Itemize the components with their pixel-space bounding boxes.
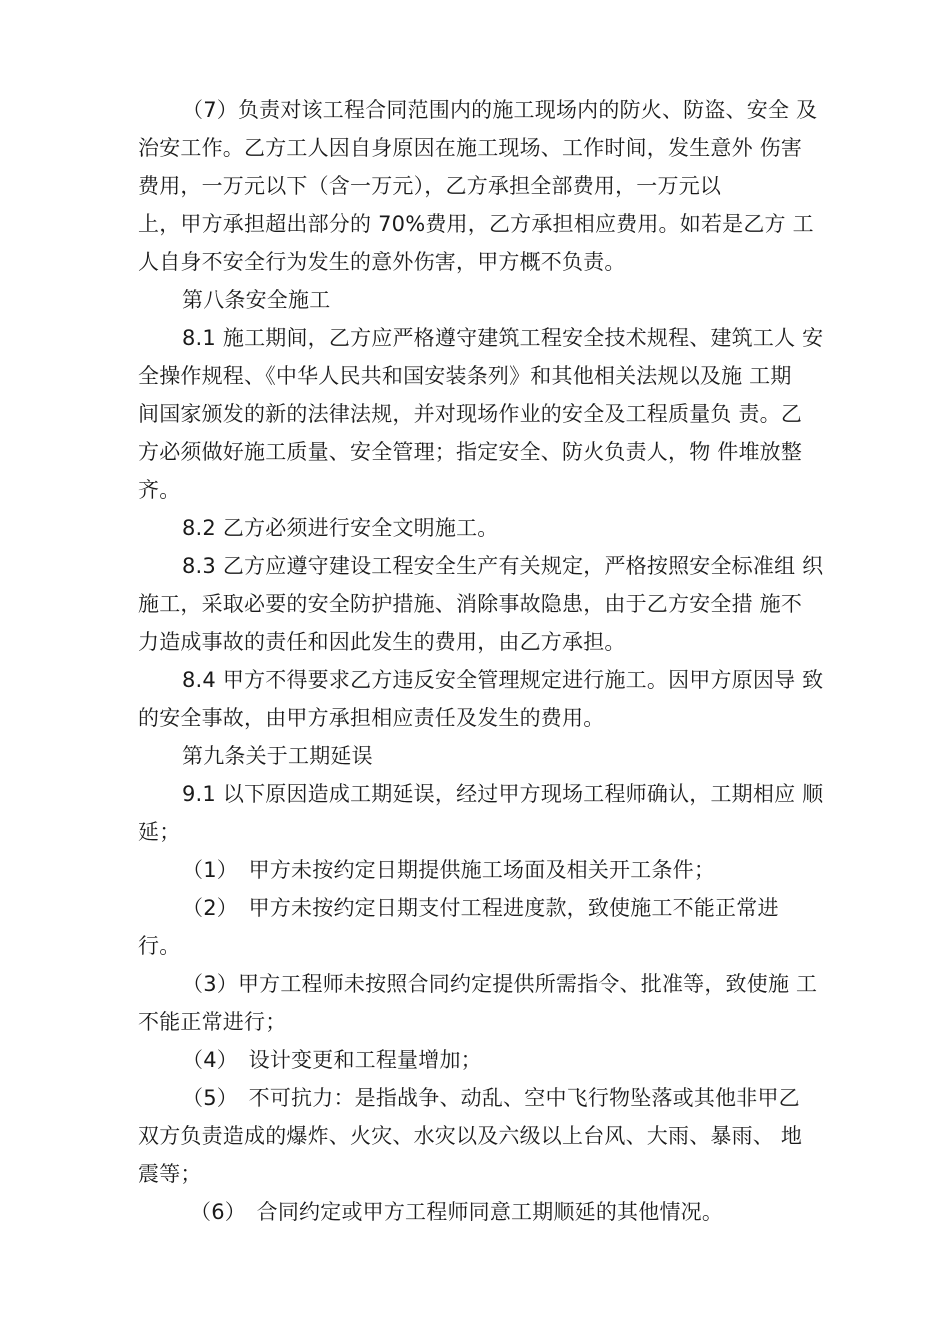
item-2-line-1: （2） 甲方未按约定日期支付工程进度款，致使施工不能正常进 (182, 896, 779, 920)
section-9-heading: 第九条关于工期延误 (182, 744, 373, 768)
paragraph-7-line-3: 费用，一万元以下（含一万元），乙方承担全部费用，一万元以 (138, 174, 722, 198)
clause-8-1-line-4: 方必须做好施工质量、安全管理；指定安全、防火负责人，物 件堆放整 (138, 440, 803, 464)
clause-8-3-line-3: 力造成事故的责任和因此发生的费用，由乙方承担。 (138, 630, 626, 654)
item-5-line-2: 双方负责造成的爆炸、火灾、水灾以及六级以上台风、大雨、暴雨、 地 (138, 1124, 803, 1148)
item-6: （6） 合同约定或甲方工程师同意工期顺延的其他情况。 (190, 1200, 724, 1224)
clause-8-1-line-1: 8.1 施工期间，乙方应严格遵守建筑工程安全技术规程、建筑工人 安 (182, 326, 824, 350)
item-3-line-2: 不能正常进行； (138, 1010, 287, 1034)
clause-8-2: 8.2 乙方必须进行安全文明施工。 (182, 516, 499, 540)
item-5-line-1: （5） 不可抗力：是指战争、动乱、空中飞行物坠落或其他非甲乙 (182, 1086, 800, 1110)
item-5-line-3: 震等； (138, 1162, 202, 1186)
item-3-line-1: （3）甲方工程师未按照合同约定提供所需指令、批准等，致使施 工 (182, 972, 818, 996)
clause-8-1-line-5: 齐。 (138, 478, 181, 502)
paragraph-7-line-1: （7）负责对该工程合同范围内的施工现场内的防火、防盗、安全 及 (182, 98, 818, 122)
clause-8-1-line-3: 间国家颁发的新的法律法规，并对现场作业的安全及工程质量负 责。乙 (138, 402, 803, 426)
paragraph-7-line-2: 治安工作。乙方工人因自身原因在施工现场、工作时间，发生意外 伤害 (138, 136, 803, 160)
section-8-heading: 第八条安全施工 (182, 288, 331, 312)
item-1: （1） 甲方未按约定日期提供施工场面及相关开工条件； (182, 858, 716, 882)
clause-8-4-line-1: 8.4 甲方不得要求乙方违反安全管理规定进行施工。因甲方原因导 致 (182, 668, 824, 692)
paragraph-7-line-5: 人自身不安全行为发生的意外伤害，甲方概不负责。 (138, 250, 626, 274)
clause-8-3-line-2: 施工，采取必要的安全防护措施、消除事故隐患，由于乙方安全措 施不 (138, 592, 803, 616)
item-4: （4） 设计变更和工程量增加； (182, 1048, 482, 1072)
clause-9-1-line-2: 延； (138, 820, 181, 844)
clause-8-3-line-1: 8.3 乙方应遵守建设工程安全生产有关规定，严格按照安全标准组 织 (182, 554, 824, 578)
clause-9-1-line-1: 9.1 以下原因造成工期延误，经过甲方现场工程师确认，工期相应 顺 (182, 782, 824, 806)
clause-8-4-line-2: 的安全事故，由甲方承担相应责任及发生的费用。 (138, 706, 605, 730)
paragraph-7-line-4: 上，甲方承担超出部分的 70%费用，乙方承担相应费用。如若是乙方 工 (138, 212, 814, 236)
clause-8-1-line-2: 全操作规程、《中华人民共和国安装条列》和其他相关法规以及施 工期 (138, 364, 792, 388)
item-2-line-2: 行。 (138, 934, 181, 958)
